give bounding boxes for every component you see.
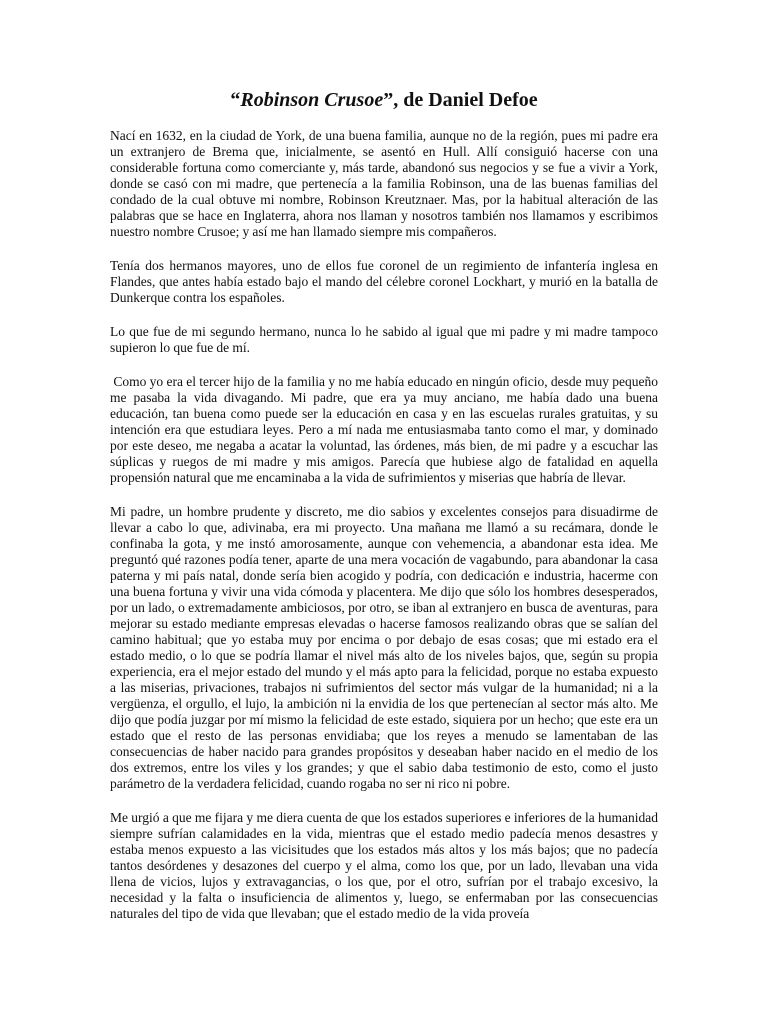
paragraph-4: Como yo era el tercer hijo de la familia y no me había educado en ningún oficio, desde muy pequeño me pasaba la vida divagando. Mi padre, que era ya muy anciano, me había dado una buena educación, tan buena como puede ser la educación en casa y en las escuelas rurales gratuitas, y su intención era que estudiara leyes. Pero a mí nada me entusiasmaba tanto como el mar, y dominado por este deseo, me negaba a acatar la voluntad, las órdenes, más bien, de mi padre y a escuchar las súplicas y ruegos de mi madre y mis amigos. Parecía que hubiese algo de fatalidad en aquella propensión natural que me encaminaba a la vida de sufrimientos y miserias que habría de llevar. (110, 374, 662, 485)
title-book-name: Robinson Crusoe (240, 89, 384, 111)
paragraph-3: Lo que fue de mi segundo hermano, nunca lo he sabido al igual que mi padre y mi madre tampoco supieron lo que fue de mí. (110, 324, 662, 355)
paragraph-1: Nací en 1632, en la ciudad de York, de una buena familia, aunque no de la región, pues mi padre era un extranjero de Brema que, inicialmente, se asentó en Hull. Allí consiguió hacerse con una considerable fortuna como comerciante y, más tarde, abandonó sus negocios y se fue a vivir a York, donde se casó con mi madre, que pertenecía a la familia Robinson, una de las buenas familias del condado de la cual obtuve mi nombre, Robinson Kreutznaer. Mas, por la habitual alteración de las palabras que se hace en Inglaterra, ahora nos llaman y nosotros también nos llamamos y escribimos nuestro nombre Crusoe; y así me han llamado siempre mis compañeros. (110, 128, 662, 239)
paragraph-5: Mi padre, un hombre prudente y discreto, me dio sabios y excelentes consejos para disuadirme de llevar a cabo lo que, adivinaba, era mi proyecto. Una mañana me llamó a su recámara, donde le confinaba la gota, y me instó amorosamente, aunque con vehemencia, a abandonar esta idea. Me preguntó qué razones podía tener, aparte de una mera vocación de vagabundo, para abandonar la casa paterna y mi país natal, donde sería bien acogido y podría, con dedicación e industria, hacerme con una buena fortuna y vivir una vida cómoda y placentera. Me dijo que sólo los hombres desesperados, por un lado, o extremadamente ambiciosos, por otro, se iban al extranjero en busca de aventuras, para mejorar su estado mediante empresas elevadas o hacerse famosos realizando obras que se salían del camino habitual; que yo estaba muy por encima o por debajo de esas cosas; que mi estado era el estado medio, o lo que se podría llamar el nivel más alto de los niveles bajos, que, según su propia experiencia, era el mejor estado del mundo y el más apto para la felicidad, porque no estaba expuesto a las miserias, privaciones, trabajos ni sufrimientos del sector más vulgar de la humanidad; ni a la vergüenza, el orgullo, el lujo, la ambición ni la envidia de los que pertenecían al sector más alto. Me dijo que podía juzgar por mí mismo la felicidad de este estado, siquiera por un hecho; que este era un estado que el resto de las personas envidiaba; que los reyes a menudo se lamentaban de las consecuencias de haber nacido para grandes propósitos y deseaban haber nacido en el medio de los dos extremos, entre los viles y los grandes; y que el sabio daba testimonio de esto, como el justo parámetro de la verdadera felicidad, cuando rogaba no ser ni rico ni pobre. (110, 504, 662, 791)
title-open-quote: “ (230, 89, 241, 111)
title-close-quote: ” (383, 89, 394, 111)
document-page (110, 86, 662, 940)
paragraph-6: Me urgió a que me fijara y me diera cuenta de que los estados superiores e inferiores de la humanidad siempre sufrían calamidades en la vida, mientras que el estado medio padecía menos desastres y estaba menos expuesto a las vicisitudes que los estados más altos y los más bajos; que no padecía tantos desórdenes y desazones del cuerpo y el alma, como los que, por un lado, llevaban una vida llena de vicios, lujos y extravagancias, o los que, por el otro, sufrían por el trabajo excesivo, la necesidad y la falta o insuficiencia de alimentos y, luego, se enfermaban por las consecuencias naturales del tipo de vida que llevaban; que el estado medio de la vida proveía (110, 810, 662, 921)
document-title (110, 86, 658, 114)
title-author: , de Daniel Defoe (393, 89, 538, 111)
paragraph-2: Tenía dos hermanos mayores, uno de ellos fue coronel de un regimiento de infantería inglesa en Flandes, que antes había estado bajo el mando del célebre coronel Lockhart, y murió en la batalla de Dunkerque contra los españoles. (110, 258, 662, 305)
